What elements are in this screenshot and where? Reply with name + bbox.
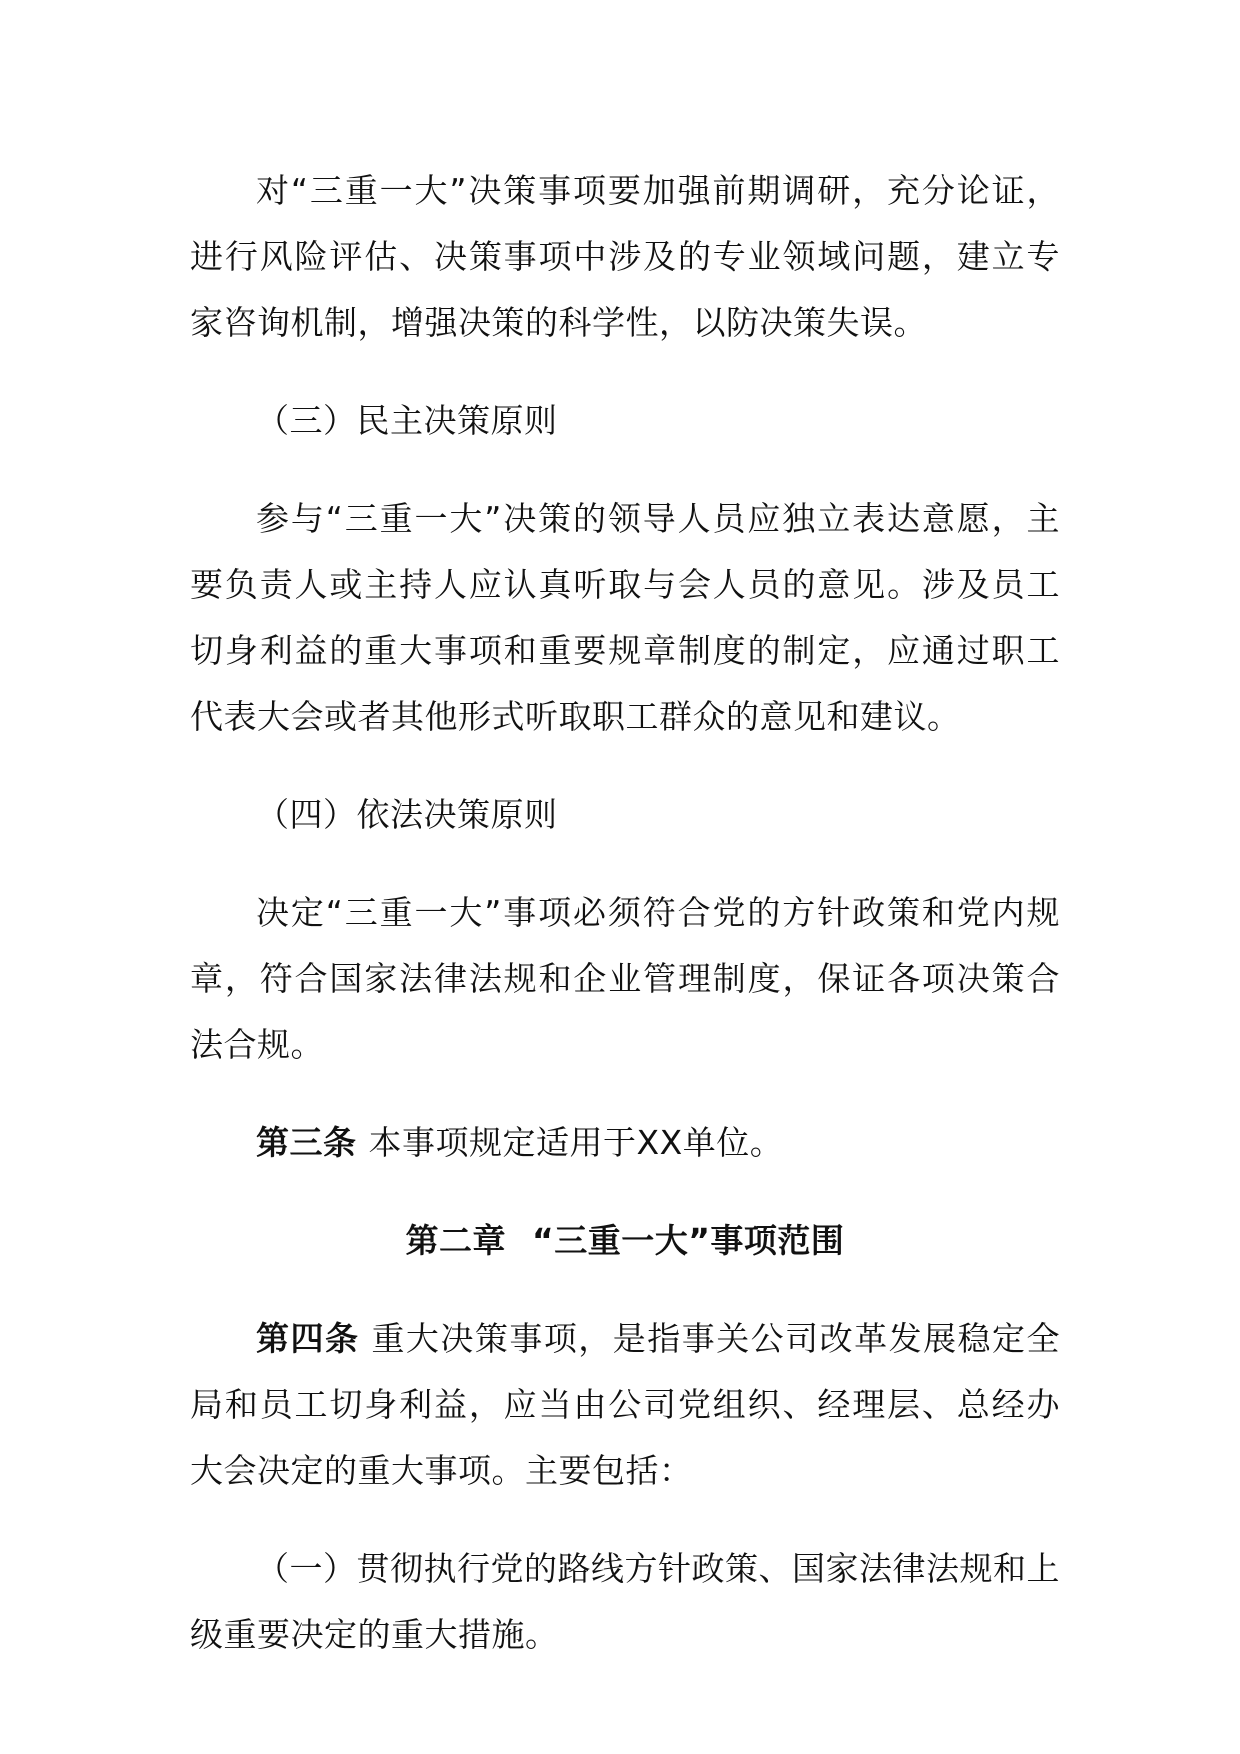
- paragraph-scientific-decision: 对“三重一大”决策事项要加强前期调研，充分论证，进行风险评估、决策事项中涉及的专业领域问题，建立专家咨询机制，增强决策的科学性，以防决策失误。: [190, 171, 1060, 342]
- document-page: [190, 158, 1060, 1700]
- paragraph-legal-decision: 决定“三重一大”事项必须符合党的方针政策和党内规章，符合国家法律法规和企业管理制度，保证各项决策合法合规。: [190, 893, 1060, 1064]
- article-3-text: 本事项规定适用于XX单位。: [368, 1123, 784, 1162]
- chapter-2-name: “三重一大”事项范围: [532, 1221, 845, 1260]
- article-3: [190, 1110, 1060, 1176]
- subheading-legal-principle: （四）依法决策原则: [256, 795, 558, 834]
- chapter-2-title: [190, 1208, 1060, 1274]
- subheading-democratic-principle: （三）民主决策原则: [256, 401, 558, 440]
- list-item-1: （一）贯彻执行党的路线方针政策、国家法律法规和上级重要决定的重大措施。: [190, 1549, 1060, 1654]
- article-4: [190, 1306, 1060, 1504]
- paragraph-democratic-decision: 参与“三重一大”决策的领导人员应独立表达意愿，主要负责人或主持人应认真听取与会人员的意见。涉及员工切身利益的重大事项和重要规章制度的制定，应通过职工代表大会或者其他形式听取职工群众的意见和建议。: [190, 499, 1060, 736]
- chapter-2-number: 第二章: [405, 1221, 507, 1260]
- article-3-label: 第三条: [256, 1123, 357, 1162]
- article-4-text: 重大决策事项，是指事关公司改革发展稳定全局和员工切身利益，应当由公司党组织、经理层、总经办大会决定的重大事项。主要包括：: [190, 1319, 1061, 1490]
- article-4-label: 第四条: [256, 1319, 360, 1358]
